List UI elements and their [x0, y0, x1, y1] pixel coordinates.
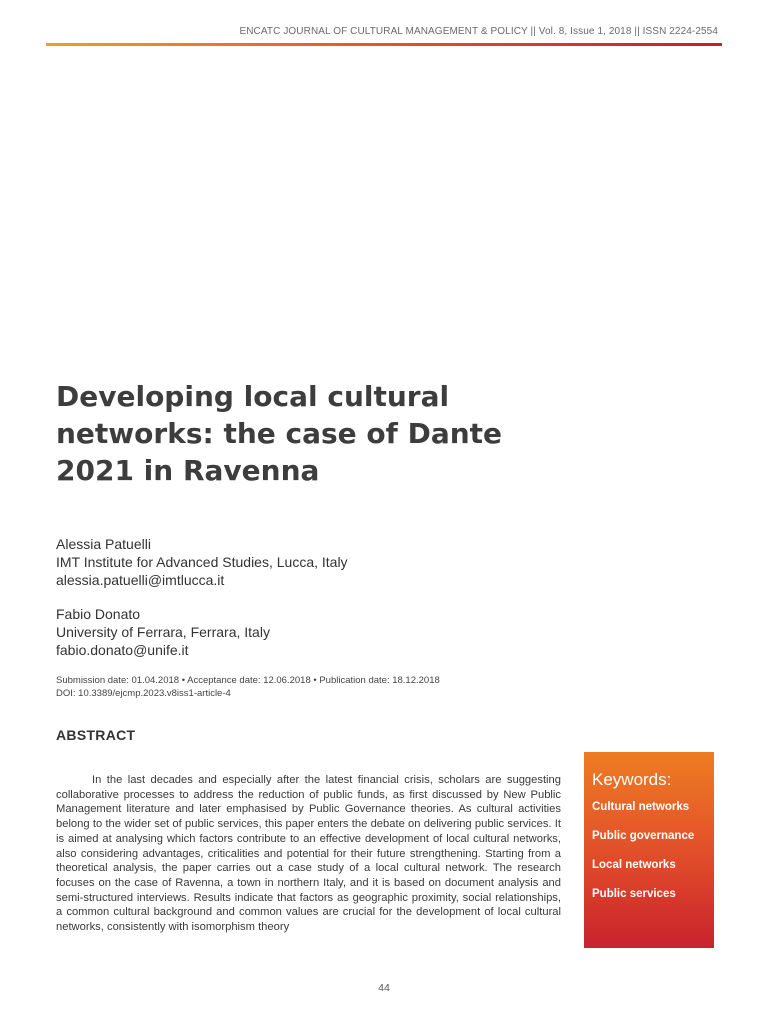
running-header: ENCATC JOURNAL OF CULTURAL MANAGEMENT & POLICY || Vol. 8, Issue 1, 2018 || ISSN 2224-2554 — [239, 26, 718, 37]
keywords-box — [584, 752, 714, 948]
abstract-text: In the last decades and especially after the latest financial crisis, scholars are suggesting collaborative processes to address the reduction of public funds, as first discussed by New Public Management literature and later emphasised by Public Governance theories. As cultural activities belong to the wider set of public services, this paper enters the debate on delivering public services. It is aimed at analysing which factors contribute to an effective development of local cultural networks, also considering advantages, criticalities and potential for their future strengthening. Starting from a theoretical analysis, the paper carries out a case study of a local cultural network. The research focuses on the case of Ravenna, a town in northern Italy, and it is based on document analysis and semi-structured interviews. Results indicate that factors as geographic proximity, social relationships, a common cultural background and common values are crucial for the development of local cultural networks, consistently with isomorphism theory — [56, 774, 561, 934]
author-block-1 — [56, 535, 348, 589]
author-email[interactable]: alessia.patuelli@imtlucca.it — [56, 572, 225, 588]
page-number: 44 — [378, 982, 390, 994]
author-name: Alessia Patuelli — [56, 536, 151, 552]
author-name: Fabio Donato — [56, 606, 141, 622]
article-title: Developing local cultural networks: the case of Dante 2021 in Ravenna — [56, 380, 503, 487]
author-block-2 — [56, 605, 270, 659]
keyword-item: Public services — [592, 888, 676, 900]
keyword-item: Public governance — [592, 830, 695, 842]
author-affiliation: IMT Institute for Advanced Studies, Lucca, Italy — [56, 554, 348, 570]
keyword-item: Local networks — [592, 859, 676, 871]
dates-line: Submission date: 01.04.2018 • Acceptance date: 12.06.2018 • Publication date: 18.12.2018 — [56, 675, 440, 686]
abstract-heading: ABSTRACT — [56, 727, 136, 743]
publication-dates — [56, 674, 440, 700]
keywords-title: Keywords: — [592, 770, 672, 789]
header-divider — [46, 43, 722, 46]
author-affiliation: University of Ferrara, Ferrara, Italy — [56, 624, 270, 640]
keyword-item: Cultural networks — [592, 801, 690, 813]
doi-line[interactable]: DOI: 10.3389/ejcmp.2023.v8iss1-article-4 — [56, 688, 231, 699]
author-email[interactable]: fabio.donato@unife.it — [56, 642, 189, 658]
